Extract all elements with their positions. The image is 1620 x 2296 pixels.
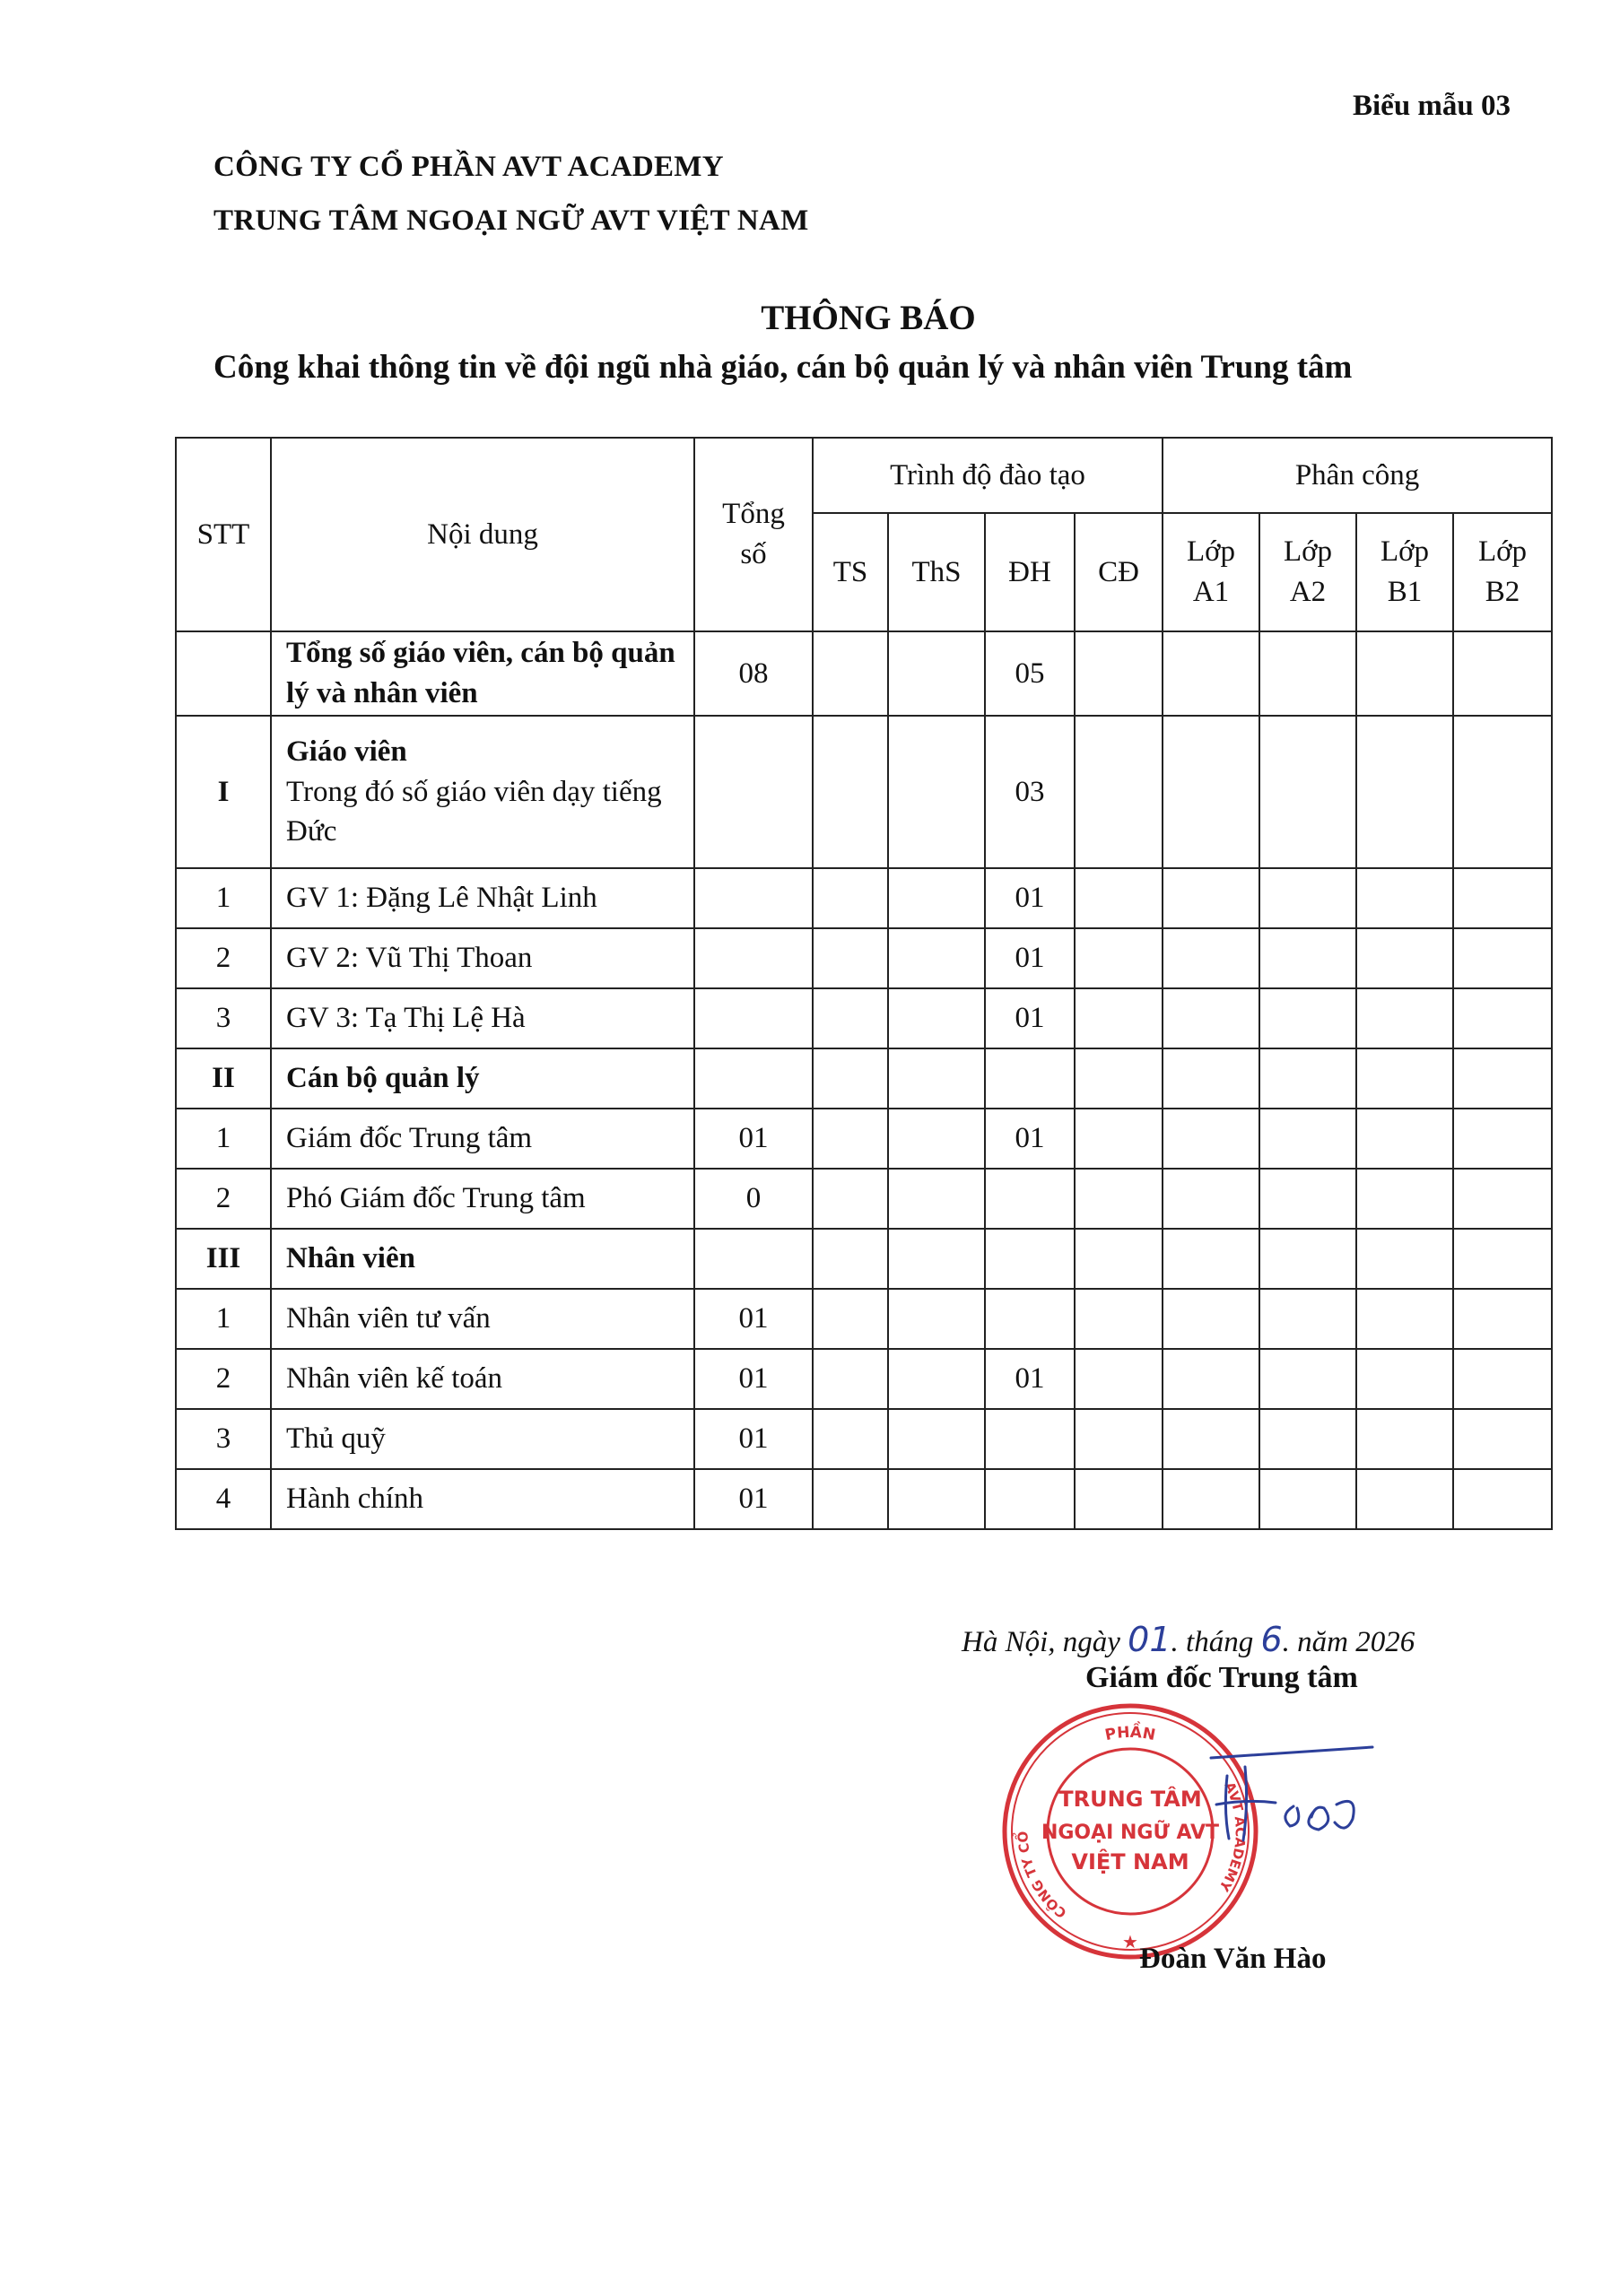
table-row: 1 GV 1: Đặng Lê Nhật Linh 01 [176, 868, 1552, 928]
table-row: 3 GV 3: Tạ Thị Lệ Hà 01 [176, 988, 1552, 1048]
stamp-line3: VIỆT NAM [1071, 1849, 1189, 1874]
header-ths: ThS [888, 513, 985, 631]
table-row: 2 Phó Giám đốc Trung tâm 0 [176, 1169, 1552, 1229]
header-ts: TS [813, 513, 888, 631]
header-cd: CĐ [1075, 513, 1163, 631]
header-lop-b2: Lớp B2 [1453, 513, 1552, 631]
header-trinh-do: Trình độ đào tạo [813, 438, 1163, 513]
table-row: 1 Giám đốc Trung tâm 01 01 [176, 1109, 1552, 1169]
center-name: TRUNG TÂM NGOẠI NGỮ AVT VIỆT NAM [213, 204, 809, 237]
stamp-left-arc: CÔNG TY CỔ [1015, 1831, 1070, 1922]
header-tong-so [694, 438, 813, 631]
table-row: 1 Nhân viên tư vấn 01 [176, 1289, 1552, 1349]
stamp-star-icon: ★ [1122, 1931, 1138, 1952]
header-phan-cong: Phân công [1163, 438, 1552, 513]
table-row: III Nhân viên [176, 1229, 1552, 1289]
document-title: THÔNG BÁO [761, 299, 976, 337]
stamp-line1: TRUNG TÂM [1058, 1787, 1202, 1812]
place-prefix: Hà Nội, ngày [962, 1626, 1120, 1658]
month-word: tháng [1186, 1626, 1254, 1658]
company-name: CÔNG TY CỔ PHẦN AVT ACADEMY [213, 151, 724, 183]
header-dh: ĐH [985, 513, 1075, 631]
handwritten-signature [1193, 1740, 1390, 1848]
place-date-line: Hà Nội, ngày 01. tháng 6. năm 2026 [962, 1620, 1415, 1659]
table-row: 4 Hành chính 01 [176, 1469, 1552, 1529]
svg-text:PHẦN [1103, 1720, 1156, 1744]
table-row: II Cán bộ quản lý [176, 1048, 1552, 1109]
stamp-top-arc: PHẦN [1103, 1723, 1157, 1745]
header-stt: STT [176, 438, 271, 631]
table-row: 3 Thủ quỹ 01 [176, 1409, 1552, 1469]
form-label: Biểu mẫu 03 [1353, 90, 1511, 122]
table-row: 2 GV 2: Vũ Thị Thoan 01 [176, 928, 1552, 988]
header-lop-b1: Lớp B1 [1356, 513, 1453, 631]
stamp-right-arc: AVT ACADEMY [1215, 1779, 1249, 1894]
header-tong-so-line1: Tổng [722, 498, 785, 531]
header-lop-a2: Lớp A2 [1259, 513, 1356, 631]
header-noi-dung: Nội dung [271, 438, 694, 631]
handwritten-day: 01 [1128, 1620, 1171, 1659]
header-lop-a1: Lớp A1 [1163, 513, 1259, 631]
header-tong-so-line2: số [740, 538, 767, 570]
document-subtitle: Công khai thông tin về đội ngũ nhà giáo, cán bộ quản lý và nhân viên Trung tâm [213, 349, 1353, 386]
table-row: Tổng số giáo viên, cán bộ quản lý và nhân viên 08 05 [176, 631, 1552, 716]
year-text: năm 2026 [1297, 1626, 1415, 1658]
signer-position: Giám đốc Trung tâm [1085, 1661, 1358, 1694]
staff-table [175, 437, 1553, 1530]
table-row: 2 Nhân viên kế toán 01 01 [176, 1349, 1552, 1409]
signer-name: Đoàn Văn Hào [1139, 1943, 1327, 1975]
handwritten-month: 6 [1260, 1620, 1283, 1659]
table-row: I Giáo viên Trong đó số giáo viên dạy tiếng Đức 03 [176, 716, 1552, 868]
stamp-line2: NGOẠI NGỮ AVT [1041, 1822, 1220, 1844]
